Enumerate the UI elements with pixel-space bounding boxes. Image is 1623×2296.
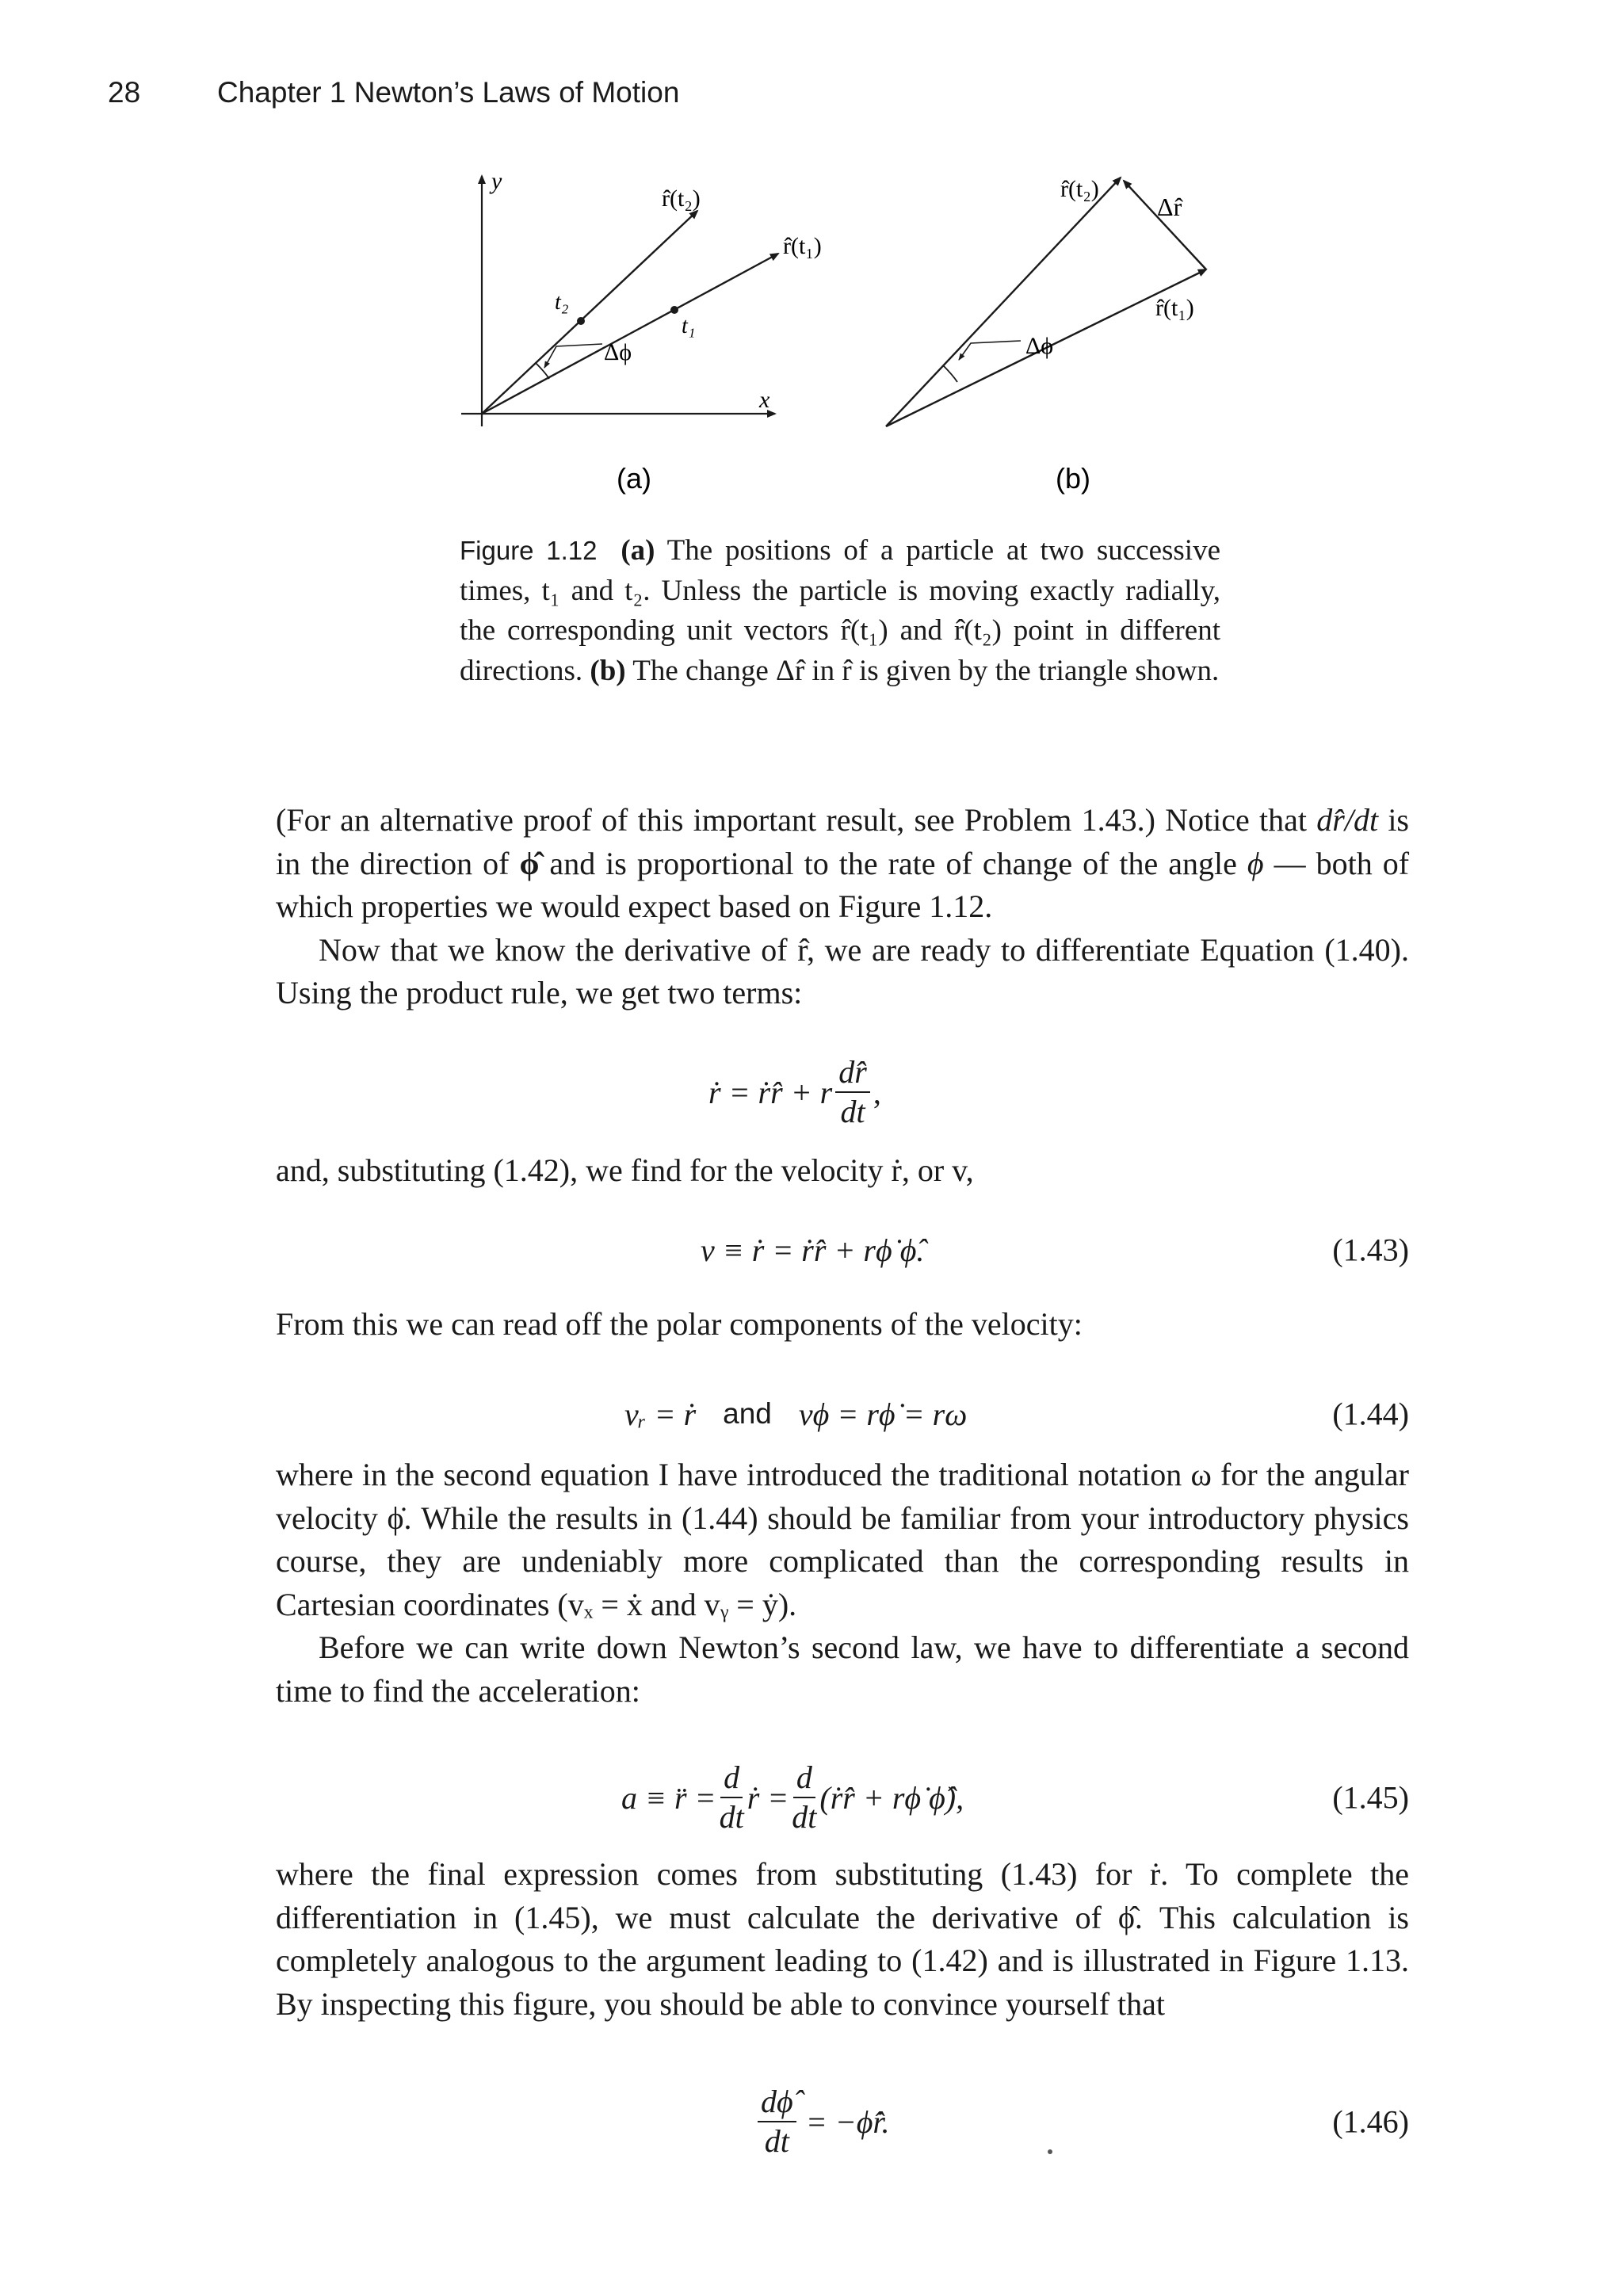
r-hat-t1-label-b: r̂(t₁) — [1155, 295, 1194, 321]
t1-label: t₁ — [682, 314, 696, 338]
caption-text-2: The change Δr̂ in r̂ is given by the triangle shown. — [632, 654, 1220, 687]
delta-phi-pointer-b — [959, 341, 1021, 360]
caption-text-1: The positions of a particle at two successive times, t₁ and t₂. Unless the particle is moving exactly radially, the corresponding unit vectors r̂(t₁) and r̂(t₂) point in different directions. — [460, 534, 1221, 687]
fraction-denominator: dt — [719, 1799, 744, 1835]
r-hat-t1-label-a: r̂(t₁) — [783, 233, 822, 259]
equation-fraction — [792, 1760, 816, 1835]
equation-fraction — [720, 1760, 744, 1835]
paragraph: Before we can write down Newton’s second law, we have to differentiate a second time to find the acceleration: — [276, 1629, 1409, 1709]
panel-b-label: (b) — [1056, 462, 1090, 495]
equation-number: (1.46) — [1332, 2103, 1409, 2140]
r-hat-t2-vector-a — [482, 211, 697, 414]
r-hat-t1-vector-a — [482, 254, 778, 414]
figure-label: Figure 1.12 — [460, 536, 598, 565]
caption-part-a-marker: (a) — [621, 534, 655, 567]
inline-math: ϕ — [1247, 845, 1264, 881]
body-block-3 — [276, 1303, 1409, 1347]
body-block-4 — [276, 1454, 1409, 1713]
equation-right: vϕ = rϕ̇ = rω — [798, 1396, 968, 1432]
fraction-numerator: dϕ̂ — [758, 2084, 796, 2122]
equation-expression: v ≡ ṙ = ṙr̂ + rϕ̇ ϕ̂. — [701, 1232, 925, 1268]
paragraph: Now that we know the derivative of r̂, we are ready to differentiate Equation (1.40). Using the product rule, we get two terms: — [276, 931, 1409, 1010]
caption-part-b-marker: (b) — [590, 654, 626, 687]
delta-phi-arc-b — [943, 365, 957, 382]
fraction-denominator: dt — [840, 1094, 865, 1129]
panel-b-diagram — [886, 176, 1206, 495]
panel-a-label: (a) — [617, 462, 651, 495]
delta-phi-label-b: Δϕ — [1025, 333, 1054, 359]
panel-a-diagram — [461, 168, 822, 495]
body-block-5 — [276, 1853, 1409, 2026]
equation-number: (1.44) — [1332, 1396, 1409, 1432]
delta-phi-label-a: Δϕ — [604, 339, 632, 365]
fraction-denominator: dt — [792, 1799, 817, 1835]
r-hat-t2-label-b: r̂(t₂) — [1060, 176, 1099, 202]
paragraph: where in the second equation I have introduced the traditional notation ω for the angular velocity ϕ̇. While the results in (1.44) should be familiar from your introductory physics course, they are undeniably more complicated than the corresponding results in Cartesian coordinates (vₓ = ẋ and vᵧ = ẏ). — [276, 1457, 1409, 1622]
equation-number: (1.45) — [1332, 1779, 1409, 1816]
t2-point — [577, 317, 585, 325]
fraction-numerator: d — [720, 1760, 743, 1798]
paragraph — [276, 799, 1409, 929]
equation-1-45 — [276, 1750, 1409, 1845]
body-block-1 — [276, 799, 1409, 1015]
y-axis-label: y — [491, 168, 502, 194]
paragraph: From this we can read off the polar components of the velocity: — [276, 1306, 1083, 1342]
page-number: 28 — [108, 76, 141, 109]
equation-lhs: a ≡ r̈ = — [621, 1779, 716, 1816]
equation-connector: and — [723, 1397, 772, 1430]
x-axis-label: x — [759, 387, 770, 413]
equation-fraction — [835, 1055, 870, 1129]
equation-left: vᵣ = ṙ — [624, 1396, 697, 1432]
r-hat-t2-label-a: r̂(t₂) — [662, 185, 701, 212]
equation-middle: ṙ = — [747, 1779, 789, 1816]
para1-text-d: — both of which properties we would expect based on Figure 1.12. — [276, 845, 1410, 924]
delta-phi-arc-a — [536, 363, 549, 379]
equation-tail: (ṙr̂ + rϕ̇ ϕ̂), — [819, 1779, 964, 1816]
fraction-numerator: d — [793, 1760, 815, 1798]
scan-speck — [1048, 2149, 1052, 2154]
paragraph: and, substituting (1.42), we find for the velocity ṙ, or v, — [276, 1152, 974, 1188]
figure-1-12 — [444, 165, 1284, 506]
fraction-numerator: dr̂ — [835, 1055, 870, 1093]
para1-text-c: and is proportional to the rate of change of the angle — [539, 845, 1247, 881]
fraction-denominator: dt — [764, 2123, 789, 2159]
page-header — [0, 76, 1623, 116]
t1-point — [670, 306, 678, 314]
delta-r-hat-label: Δr̂ — [1157, 193, 1182, 221]
equation-lhs: ṙ = ṙr̂ + r — [708, 1074, 833, 1110]
equation-tail: , — [873, 1074, 881, 1110]
t2-label: t₂ — [555, 290, 569, 315]
equation-product-rule — [276, 1045, 1409, 1140]
equation-number: (1.43) — [1332, 1232, 1409, 1268]
inline-math: dr̂/dt — [1316, 802, 1379, 838]
para1-text-a: (For an alternative proof of this important result, see Problem 1.43.) Notice that — [276, 802, 1317, 838]
r-hat-t2-vector-b — [886, 178, 1121, 426]
equation-1-46 — [276, 2070, 1409, 2173]
equation-rhs: = −ϕ̇r̂. — [805, 2103, 890, 2140]
figure-caption — [460, 531, 1220, 691]
running-head: Chapter 1 Newton’s Laws of Motion — [217, 76, 680, 109]
para1-text-b: is in the direction of — [276, 802, 1409, 881]
paragraph: where the final expression comes from substituting (1.43) for ṙ. To complete the differentiation in (1.45), we must calculate the derivative of ϕ̂. This calculation is completely analogous to the argument leading to (1.42) and is illustrated in Figure 1.13. By inspecting this figure, you should be able to convince yourself that — [276, 1856, 1409, 2022]
equation-1-44 — [276, 1374, 1409, 1454]
inline-math: ϕ̂ — [519, 845, 540, 881]
body-block-2 — [276, 1149, 1409, 1193]
equation-1-43 — [276, 1210, 1409, 1289]
equation-fraction — [758, 2084, 796, 2159]
